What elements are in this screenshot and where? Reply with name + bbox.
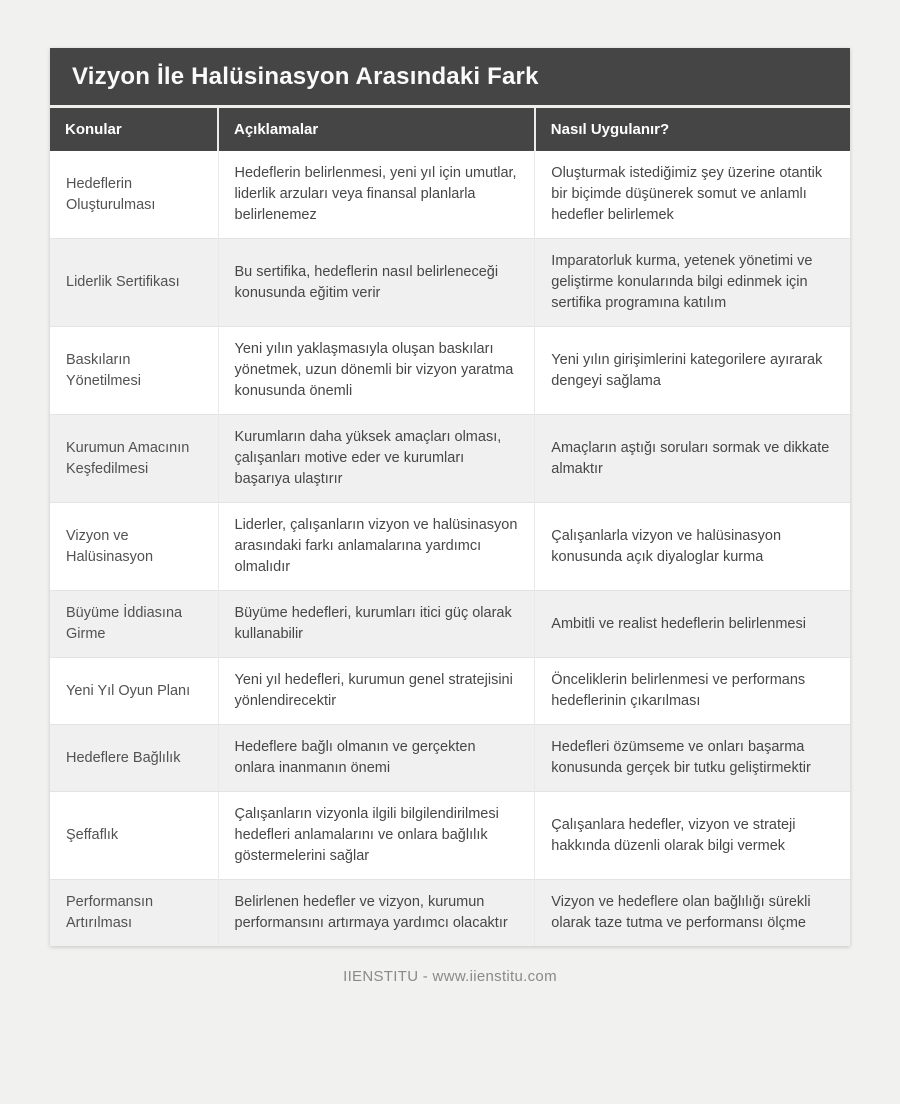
cell-application: Oluşturmak istediğimiz şey üzerine otantik bir biçimde düşünerek somut ve anlamlı hedefler belirlemek [535,151,850,239]
cell-topic: Hedeflere Bağlılık [50,725,218,792]
table-row [50,880,850,947]
table-row [50,591,850,658]
cell-description: Liderler, çalışanların vizyon ve halüsinasyon arasındaki farkı anlamalarına yardımcı olmalıdır [218,503,535,591]
table-row [50,239,850,327]
cell-application: Çalışanlara hedefler, vizyon ve strateji hakkında düzenli olarak bilgi vermek [535,792,850,880]
table-row [50,415,850,503]
cell-application: Imparatorluk kurma, yetenek yönetimi ve geliştirme konularında bilgi edinmek için sertifika programına katılım [535,239,850,327]
table-row [50,503,850,591]
footer-credit: IIENSTITU - www.iienstitu.com [343,968,557,986]
table-header-row [50,108,850,151]
cell-description: Çalışanların vizyonla ilgili bilgilendirilmesi hedefleri anlamalarını ve onlara bağlılık göstermelerini sağlar [218,792,535,880]
cell-topic: Performansın Artırılması [50,880,218,947]
cell-description: Kurumların daha yüksek amaçları olması, çalışanları motive eder ve kurumları başarıya ulaştırır [218,415,535,503]
cell-application: Yeni yılın girişimlerini kategorilere ayırarak dengeyi sağlama [535,327,850,415]
column-header-topics: Konular [50,108,218,151]
cell-description: Yeni yılın yaklaşmasıyla oluşan baskıları yönetmek, uzun dönemli bir vizyon yaratma konusunda önemli [218,327,535,415]
cell-topic: Hedeflerin Oluşturulması [66,175,156,213]
cell-application: Amaçların aştığı soruları sormak ve dikkate almaktır [535,415,850,503]
cell-description: Hedeflere bağlı olmanın ve gerçekten onlara inanmanın önemi [218,725,535,792]
cell-application: Vizyon ve hedeflere olan bağlılığı sürekli olarak taze tutma ve performansı ölçme [535,880,850,947]
cell-application: Önceliklerin belirlenmesi ve performans hedeflerinin çıkarılması [535,658,850,725]
cell-application: Çalışanlarla vizyon ve halüsinasyon konusunda açık diyaloglar kurma [535,503,850,591]
comparison-table [50,108,850,946]
table-row [50,151,850,239]
table-row [50,327,850,415]
cell-topic: Şeffaflık [50,792,218,880]
cell-topic: Büyüme İddiasına Girme [50,591,218,658]
cell-application: Hedefleri özümseme ve onları başarma konusunda gerçek bir tutku geliştirmektir [535,725,850,792]
table-row [50,792,850,880]
column-header-application: Nasıl Uygulanır? [535,108,850,151]
cell-description: Yeni yıl hedefleri, kurumun genel stratejisini yönlendirecektir [218,658,535,725]
cell-description: Büyüme hedefleri, kurumları itici güç olarak kullanabilir [218,591,535,658]
cell-description: Belirlenen hedefler ve vizyon, kurumun performansını artırmaya yardımcı olacaktır [218,880,535,947]
cell-topic: Baskıların Yönetilmesi [50,327,218,415]
cell-description: Bu sertifika, hedeflerin nasıl belirleneceği konusunda eğitim verir [218,239,535,327]
cell-description: Hedeflerin belirlenmesi, yeni yıl için umutlar, liderlik arzuları veya finansal planlarla belirlenemez [218,151,535,239]
cell-application: Ambitli ve realist hedeflerin belirlenmesi [535,591,850,658]
cell-topic: Vizyon ve Halüsinasyon [50,503,218,591]
cell-topic: Yeni Yıl Oyun Planı [50,658,218,725]
cell-topic: Liderlik Sertifikası [50,239,218,327]
table-card [50,48,850,946]
table-row [50,725,850,792]
column-header-descriptions: Açıklamalar [218,108,535,151]
document-title: Vizyon İle Halüsinasyon Arasındaki Fark [50,48,850,108]
table-row [50,658,850,725]
cell-topic: Kurumun Amacının Keşfedilmesi [50,415,218,503]
